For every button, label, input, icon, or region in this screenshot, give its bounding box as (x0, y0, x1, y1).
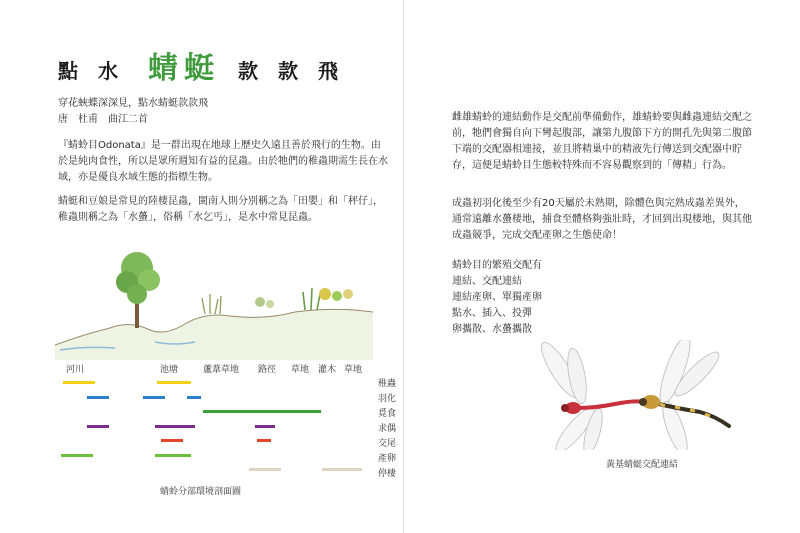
bar-perching-grass (322, 468, 362, 471)
list-item: 點水、插入、投彈 (452, 308, 532, 319)
list-item: 連結、交配連結 (452, 276, 522, 287)
stage-egg-laying: 產卵 (378, 454, 397, 464)
bar-perching-path (249, 468, 281, 471)
maturity-paragraph: 成蟲初羽化後至少有20天屬於未熟期，除體色與完熟成蟲差異外，通常遠離水蠆棲地，捕食至體格夠強壯時，才回到出現棲地，與其他成蟲競爭，完成交配產卵之生態使命！ (452, 198, 752, 241)
bar-mating-pond (161, 439, 183, 442)
stage-mating: 交尾 (378, 439, 397, 449)
bar-emergence-pond (143, 396, 165, 399)
title-part2: 款款飛 (238, 59, 358, 83)
chart-caption: 蜻蛉分部環境剖面圖 (160, 487, 242, 497)
tandem-paragraph: 雌雄蜻蛉的連結動作是交配前準備動作，雄蜻蛉要與雌蟲連結交配之前，牠們會獨自向下彎起腹部，讓第九腹節下方的開孔先與第二腹節下端的交配器相連接，並且將精巢中的精液先行傳送到交配器中貯存，這便是蜻蛉目生態較特殊而不容易觀察到的「傳精」行為。 (452, 112, 752, 171)
bar-nymph-pond (157, 381, 191, 384)
page-spine (403, 0, 404, 533)
intro-paragraph: 『蜻蛉目Odonata』是一群出現在地球上歷史久遠且善於飛行的生物。由於是純肉食性，所以是眾所週知有益的昆蟲。由於牠們的稚蟲期需生長在水域，亦是優良水域生態的指標生物。 (58, 140, 388, 183)
stage-perching: 停棲 (378, 469, 397, 479)
image-caption: 黃基蜻蜓交配連結 (606, 460, 679, 470)
bar-mating-path (257, 439, 271, 442)
habitat-landscape-illustration (55, 250, 375, 360)
habitat-grass: 草地 (291, 365, 310, 375)
bar-nymph-river (63, 381, 95, 384)
names-paragraph: 蜻蜓和豆娘是常見的陸棲昆蟲，閩南人則分別稱之為「田嬰」和「秤仔」，稚蟲則稱之為「水蠆」，俗稱「水乞丐」，是水中常見昆蟲。 (58, 196, 383, 223)
reproduction-list-title: 蜻蛉目的繁殖交配有 (452, 260, 542, 271)
stage-emergence: 羽化 (378, 394, 397, 404)
habitat-pond: 池塘 (160, 365, 179, 375)
habitat-reed-grass: 蘆葦草地 (203, 365, 240, 375)
dragonfly-mating-illustration (525, 340, 735, 450)
bar-courtship-pond (155, 425, 195, 428)
habitat-shrub: 灌木 (318, 365, 337, 375)
stage-foraging: 覓食 (378, 409, 397, 419)
habitat-grass-2: 草地 (344, 365, 363, 375)
bar-foraging (203, 410, 321, 413)
bar-courtship-path (255, 425, 275, 428)
bar-emergence-reed (187, 396, 201, 399)
poem-author: 唐 杜甫 曲江二首 (58, 114, 148, 125)
bar-egg-laying-river (61, 454, 93, 457)
stage-nymph: 稚蟲 (378, 379, 397, 389)
list-item: 連結產卵、單獨產卵 (452, 292, 542, 303)
bar-emergence-river (87, 396, 109, 399)
stage-courtship: 求偶 (378, 424, 397, 434)
bar-courtship-river (87, 425, 109, 428)
habitat-river: 河川 (66, 365, 85, 375)
page-title (58, 40, 358, 84)
poem-line: 穿花蛺蝶深深見，點水蜻蜓款款飛 (58, 98, 208, 109)
list-item: 卵攜散、水蠆攜散 (452, 324, 532, 335)
habitat-path: 路徑 (258, 365, 277, 375)
bar-egg-laying-pond (155, 454, 191, 457)
title-part1: 點水 (58, 59, 138, 83)
title-accent: 蜻蜓 (148, 51, 220, 86)
